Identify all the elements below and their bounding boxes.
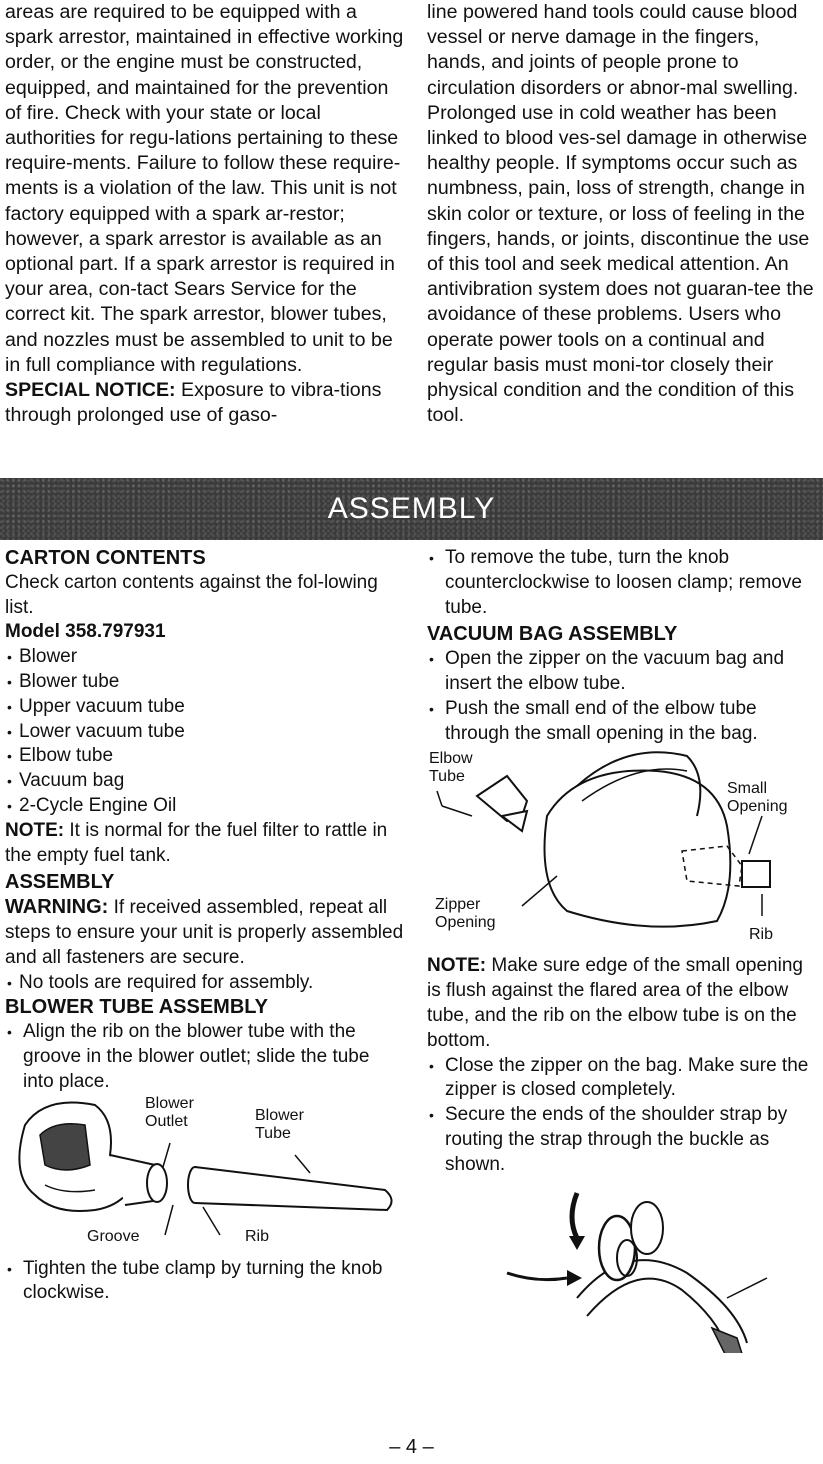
- bottom-left-column: [5, 546, 405, 1306]
- carton-contents-heading: CARTON CONTENTS: [5, 547, 206, 569]
- groove-label: Groove: [87, 1227, 140, 1245]
- fuel-filter-note: [5, 819, 405, 869]
- banner-title: ASSEMBLY: [327, 492, 496, 525]
- note-text: Make sure edge of the small opening is flush against the flared area of the elbow tube, and the rib on the elbow tube is on the bottom.: [427, 955, 803, 1051]
- special-notice-text: Exposure to vibra-tions through prolonged use of gaso-: [5, 379, 382, 427]
- blower-tube-heading: BLOWER TUBE ASSEMBLY: [5, 996, 268, 1019]
- vacuum-bag-step-1: • Open the zipper on the vacuum bag and insert the elbow tube.: [427, 647, 819, 697]
- special-notice-label: SPECIAL NOTICE:: [5, 379, 176, 402]
- note-text: It is normal for the fuel filter to rattle in the empty fuel tank.: [5, 819, 388, 866]
- small-opening-label: Small Opening: [727, 780, 788, 816]
- page-number: – 4 –: [389, 1436, 434, 1458]
- special-notice: [5, 378, 405, 428]
- assembly-warning: [5, 895, 405, 970]
- blower-tube-step-2: • Tighten the tube clamp by turning the knob clockwise.: [5, 1257, 405, 1307]
- vacuum-bag-step-2: • Push the small end of the elbow tube through the small opening in the bag.: [427, 697, 819, 747]
- warning-text: If received assembled, repeat all steps to ensure your unit is properly assembled and all fasteners are secure.: [5, 897, 404, 968]
- elbow-tube-label: Elbow Tube: [429, 750, 473, 786]
- bottom-right-column: [427, 546, 819, 1353]
- blower-tube-figure: [5, 1095, 405, 1257]
- assembly-banner: [0, 478, 823, 540]
- carton-intro: Check carton contents against the fol-lowing list.: [5, 571, 378, 618]
- rib-label: Rib: [749, 926, 774, 944]
- carton-item: • Blower: [5, 645, 405, 670]
- vacuum-bag-step-4: • Secure the ends of the shoulder strap by routing the strap through the buckle as shown.: [427, 1103, 819, 1177]
- note-label: NOTE:: [5, 819, 65, 841]
- no-tools-item: • No tools are required for assembly.: [5, 971, 405, 996]
- blower-tube-step-1: • Align the rib on the blower tube with the groove in the blower outlet; slide the tube into place.: [5, 1020, 405, 1094]
- spark-arrestor-paragraph: areas are required to be equipped with a spark arrestor, maintained in effective working order, or the engine must be constructed, equipped, and maintained for the prevention of fire. Check with your state or local authorities for regu-lations pertaining to these require-ments. Failure to follow these require-ments is a violation of the law. This unit is not factory equipped with a spark ar-restor; however, a spark arrestor is available as an optional part. If a spark arrestor is required in your area, con-tact Sears Service for the correct kit. The spark arrestor, blower tubes, and nozzles must be assembled to unit to be in full compliance with regulations.: [5, 1, 404, 376]
- shoulder-strap-illustration: [427, 1178, 819, 1353]
- zipper-opening-label: Zipper Opening: [435, 896, 496, 932]
- carton-item: • Vacuum bag: [5, 769, 405, 794]
- blower-tube-label: Blower Tube: [255, 1106, 304, 1142]
- elbow-tube-note: [427, 954, 819, 1053]
- blower-tube-step-3: • To remove the tube, turn the knob counterclockwise to loosen clamp; remove tube.: [427, 546, 819, 620]
- rib-label: Rib: [245, 1227, 270, 1245]
- note-label: NOTE:: [427, 955, 487, 977]
- blower-outlet-label: Blower Outlet: [145, 1094, 194, 1130]
- top-left-column: [5, 0, 405, 428]
- blower-tube-illustration: [5, 1095, 405, 1257]
- carton-item: • Blower tube: [5, 670, 405, 695]
- carton-item: • Elbow tube: [5, 744, 405, 769]
- shoulder-strap-figure: [427, 1178, 819, 1353]
- model-number: Model 358.797931: [5, 621, 166, 643]
- top-right-column: [427, 0, 819, 428]
- warning-label: WARNING:: [5, 896, 109, 919]
- carton-item: • 2-Cycle Engine Oil: [5, 794, 405, 819]
- vibration-paragraph: line powered hand tools could cause blood vessel or nerve damage in the fingers, hands, and joints of people prone to circulation disorders or abnor-mal swelling. Prolonged use in cold weather has been linked to blood ves-sel damage in otherwise healthy people. If symptoms occur such as numbness, pain, loss of strength, change in skin color or texture, or loss of feeling in the fingers, hands, or joints, discontinue the use of this tool and seek medical attention. An antivibration system does not guaran-tee the avoidance of these problems. Users who operate power tools on a continual and regular basis must moni-tor closely their physical condition and the condition of this tool.: [427, 1, 814, 427]
- assembly-heading: ASSEMBLY: [5, 871, 115, 894]
- vacuum-bag-step-3: • Close the zipper on the bag. Make sure the zipper is closed completely.: [427, 1054, 819, 1104]
- carton-item: • Lower vacuum tube: [5, 720, 405, 745]
- carton-item: • Upper vacuum tube: [5, 695, 405, 720]
- vacuum-bag-figure: [427, 746, 819, 954]
- vacuum-bag-heading: VACUUM BAG ASSEMBLY: [427, 623, 678, 646]
